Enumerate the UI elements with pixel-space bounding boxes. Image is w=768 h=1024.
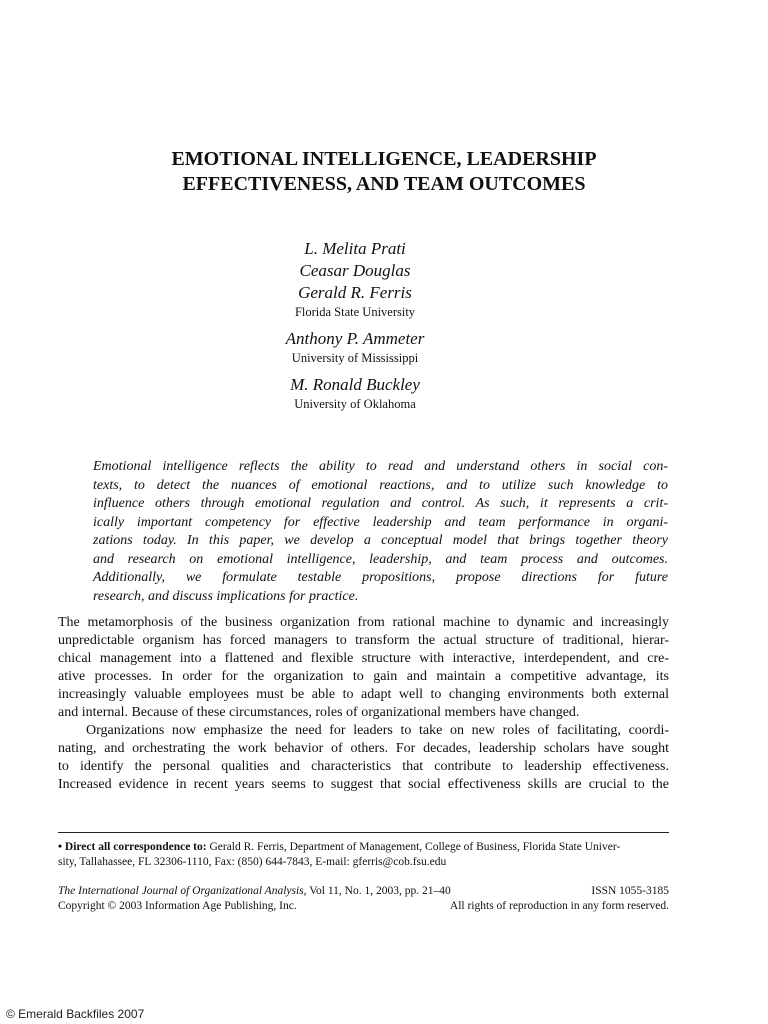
journal-volume: , Vol 11, No. 1, 2003, pp. 21–40 [303, 885, 451, 897]
journal-rights: All rights of reproduction in any form reserved. [449, 900, 669, 912]
abstract-line: Additionally, we formulate testable propositions, propose directions for future [93, 570, 668, 585]
body-line: to identify the personal qualities and characteristics that contribute to leadership effectiveness. [58, 759, 669, 774]
journal-title: The International Journal of Organizational Analysis [58, 885, 304, 897]
body-line: unpredictable organism has forced managers to transform the actual structure of traditional, hierar- [58, 633, 669, 648]
footnote-line-1 [58, 840, 669, 855]
author-group-oklahoma [0, 374, 710, 412]
author-name: Anthony P. Ammeter [285, 329, 425, 348]
author-name: L. Melita Prati [304, 239, 406, 258]
journal-row-copyright [58, 899, 669, 914]
body-line: nating, and orchestrating the work behavior of others. For decades, leadership scholars have sought [58, 741, 669, 756]
journal-row-citation [58, 884, 669, 899]
paragraph-2 [58, 722, 669, 794]
footnote-label: • Direct all correspondence to: [58, 841, 207, 853]
paragraph-1 [58, 614, 669, 722]
body-line: and internal. Because of these circumstances, roles of organizational members have changed. [58, 705, 580, 720]
footnote-line-2: sity, Tallahassee, FL 32306-1110, Fax: (850) 644-7843, E-mail: gferris@cob.fsu.edu [58, 856, 447, 868]
author-affiliation: Florida State University [294, 305, 416, 319]
body-line: increasingly valuable employees must be able to adapt well to changing environments both external [58, 687, 669, 702]
abstract-line: research, and discuss implications for practice. [93, 588, 359, 604]
correspondence-footnote [58, 840, 669, 870]
journal-info [58, 884, 669, 914]
author-affiliation: University of Oklahoma [294, 397, 416, 411]
title-line-1: EMOTIONAL INTELLIGENCE, LEADERSHIP [171, 148, 597, 170]
author-name: Gerald R. Ferris [298, 283, 412, 302]
author-group-mississippi [0, 328, 710, 366]
abstract-line: influence others through emotional regulation and control. As such, it represents a crit- [93, 496, 668, 511]
author-name: M. Ronald Buckley [290, 375, 420, 394]
author-group-fsu [0, 238, 710, 320]
body-line: chical management into a flattened and flexible structure with interactive, interdependent, and cre- [58, 651, 669, 666]
body-line: The metamorphosis of the business organization from rational machine to dynamic and increasingly [58, 615, 669, 630]
footnote-text: Gerald R. Ferris, Department of Management, College of Business, Florida State Univer- [206, 841, 621, 853]
abstract-line: texts, to detect the nuances of emotional reactions, and to utilize such knowledge to [93, 477, 668, 493]
title-line-2: EFFECTIVENESS, AND TEAM OUTCOMES [182, 173, 586, 195]
emerald-watermark: © Emerald Backfiles 2007 [6, 1007, 145, 1021]
body-line: Increased evidence in recent years seems to suggest that social effectiveness skills are crucial to the [58, 777, 669, 792]
abstract-line: zations today. In this paper, we develop a conceptual model that brings together theory [93, 533, 668, 548]
abstract-line: and research on emotional intelligence, leadership, and team process and outcomes. [93, 551, 668, 567]
journal-citation [58, 884, 451, 899]
author-affiliation: University of Mississippi [291, 351, 419, 365]
journal-copyright: Copyright © 2003 Information Age Publishing, Inc. [58, 900, 297, 912]
body-line: Organizations now emphasize the need for leaders to take on new roles of facilitating, coordi- [86, 723, 669, 738]
footnote-divider [58, 832, 669, 833]
author-block [0, 238, 710, 420]
paper-title [0, 147, 768, 197]
body-line: ative processes. In order for the organization to gain and maintain a competitive advantage, its [58, 669, 669, 684]
abstract-line: ically important competency for effective leadership and team performance in organi- [93, 514, 668, 530]
journal-issn: ISSN 1055-3185 [591, 885, 669, 897]
author-name: Ceasar Douglas [299, 261, 411, 280]
abstract [93, 458, 668, 606]
body-text [58, 614, 669, 794]
abstract-line: Emotional intelligence reflects the ability to read and understand others in social con- [93, 459, 668, 474]
